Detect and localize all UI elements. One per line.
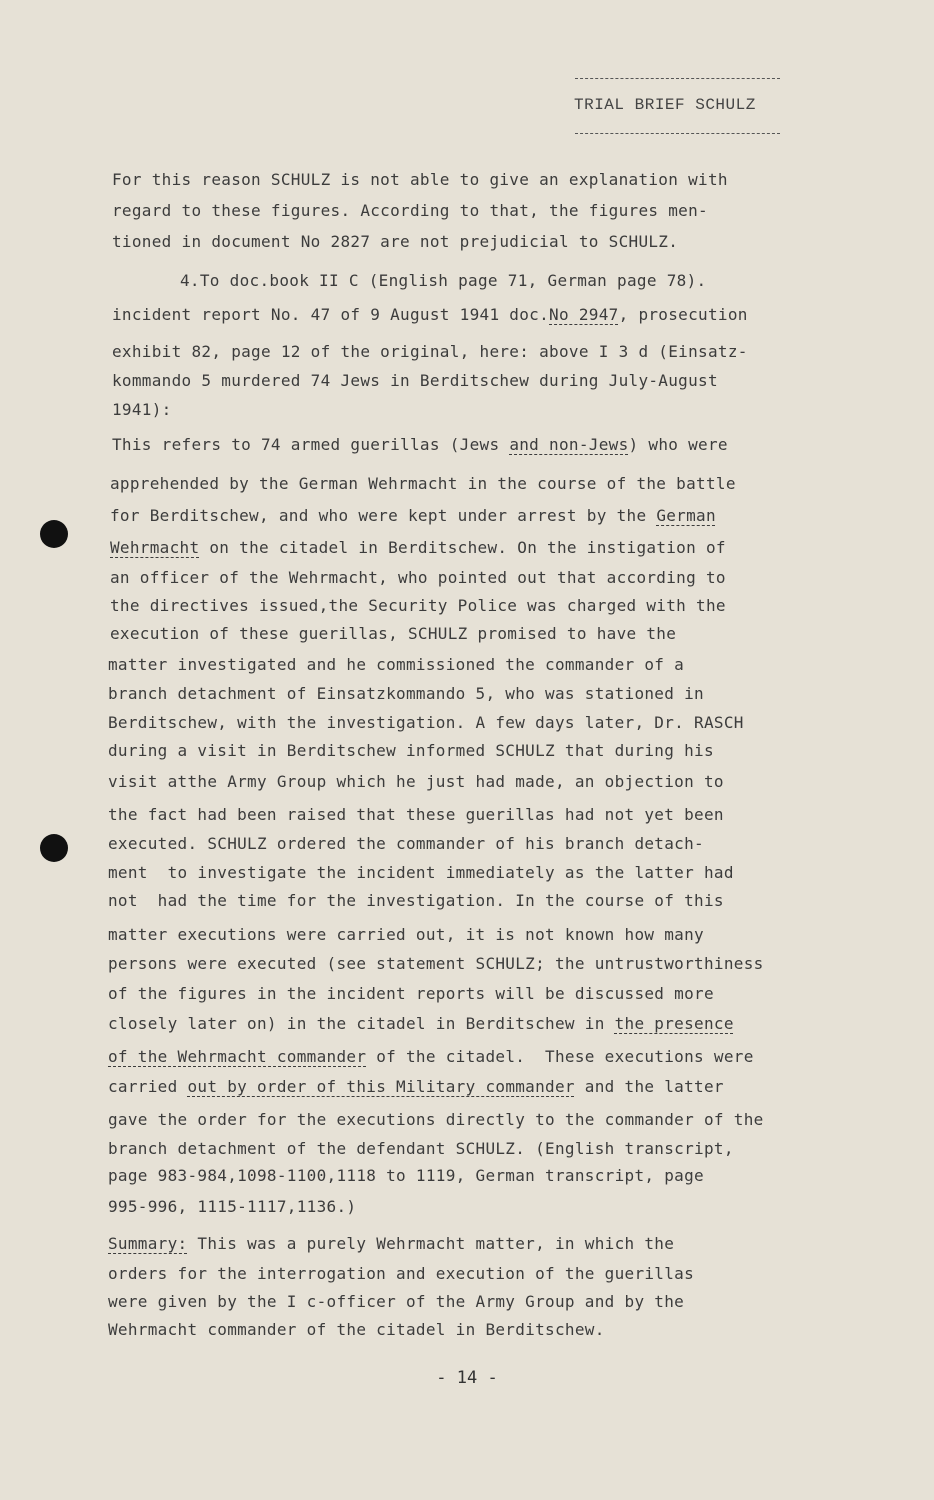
text-line: ment to investigate the incident immediately as the latter had xyxy=(108,863,734,882)
text-line: of the figures in the incident reports will be discussed more xyxy=(108,984,714,1003)
text-line: Wehrmacht commander of the citadel in Berditschew. xyxy=(108,1320,605,1339)
text-line: visit atthe Army Group which he just had made, an objection to xyxy=(108,772,724,791)
text-line: Berditschew, with the investigation. A few days later, Dr. RASCH xyxy=(108,713,744,732)
text-segment: ) who were xyxy=(628,435,728,454)
text-segment: carried xyxy=(108,1077,188,1096)
underlined-phrase: and non-Jews xyxy=(509,435,629,454)
text-line: regard to these figures. According to that, the figures men- xyxy=(112,201,708,220)
text-line: 1941): xyxy=(112,400,172,419)
text-line: during a visit in Berditschew informed SCHULZ that during his xyxy=(108,741,714,760)
text-line: For this reason SCHULZ is not able to give an explanation with xyxy=(112,170,728,189)
text-line: executed. SCHULZ ordered the commander of his branch detach- xyxy=(108,834,704,853)
page-number: - 14 - xyxy=(436,1368,498,1388)
header-rule-bottom xyxy=(575,133,780,134)
text-line: tioned in document No 2827 are not prejudicial to SCHULZ. xyxy=(112,232,679,251)
punch-hole-top xyxy=(40,520,68,548)
summary-line xyxy=(108,1234,674,1254)
text-line: persons were executed (see statement SCHULZ; the untrustworthiness xyxy=(108,954,764,973)
text-line: the fact had been raised that these guerillas had not yet been xyxy=(108,805,724,824)
text-line: gave the order for the executions directly to the commander of the xyxy=(108,1110,764,1129)
text-line: exhibit 82, page 12 of the original, here: above I 3 d (Einsatz- xyxy=(112,342,748,361)
text-line xyxy=(110,538,726,558)
text-line: matter executions were carried out, it is not known how many xyxy=(108,925,704,944)
text-line xyxy=(108,1014,734,1034)
text-segment: of the citadel. These executions were xyxy=(366,1047,754,1066)
text-line: 4.To doc.book II C (English page 71, German page 78). xyxy=(180,271,707,290)
text-line: the directives issued,the Security Police was charged with the xyxy=(110,596,726,615)
text-line: branch detachment of the defendant SCHULZ. (English transcript, xyxy=(108,1139,734,1158)
text-line: not had the time for the investigation. In the course of this xyxy=(108,891,724,910)
underlined-phrase: Wehrmacht xyxy=(110,538,200,557)
underlined-phrase: the presence xyxy=(614,1014,734,1033)
text-line xyxy=(110,506,716,526)
text-segment: incident report No. 47 of 9 August 1941 doc. xyxy=(112,305,550,324)
text-segment: and the latter xyxy=(574,1077,724,1096)
text-line: page 983-984,1098-1100,1118 to 1119, German transcript, page xyxy=(108,1166,704,1185)
text-line: apprehended by the German Wehrmacht in the course of the battle xyxy=(110,474,736,493)
text-segment: on the citadel in Berditschew. On the instigation of xyxy=(199,538,726,557)
underlined-phrase: out by order of this Military commander xyxy=(187,1077,575,1096)
page-header-title: TRIAL BRIEF SCHULZ xyxy=(574,96,756,114)
text-segment: closely later on) in the citadel in Berditschew in xyxy=(108,1014,615,1033)
text-segment: for Berditschew, and who were kept under arrest by the xyxy=(110,506,657,525)
punch-hole-bottom xyxy=(40,834,68,862)
text-segment: This refers to 74 armed guerillas (Jews xyxy=(112,435,510,454)
text-line xyxy=(108,1077,724,1097)
text-line: branch detachment of Einsatzkommando 5, who was stationed in xyxy=(108,684,704,703)
underlined-phrase: of the Wehrmacht commander xyxy=(108,1047,367,1066)
summary-label: Summary: xyxy=(108,1234,188,1253)
text-line: an officer of the Wehrmacht, who pointed out that according to xyxy=(110,568,726,587)
text-line: matter investigated and he commissioned the commander of a xyxy=(108,655,685,674)
text-line xyxy=(112,305,748,325)
text-line: orders for the interrogation and execution of the guerillas xyxy=(108,1264,695,1283)
text-line: 995-996, 1115-1117,1136.) xyxy=(108,1197,357,1216)
text-line xyxy=(112,435,728,455)
header-rule-top xyxy=(575,78,780,79)
text-line: kommando 5 murdered 74 Jews in Berditschew during July-August xyxy=(112,371,718,390)
text-line xyxy=(108,1047,754,1067)
text-segment: This was a purely Wehrmacht matter, in which the xyxy=(187,1234,675,1253)
underlined-doc-number: No 2947 xyxy=(549,305,619,324)
text-line: execution of these guerillas, SCHULZ promised to have the xyxy=(110,624,677,643)
underlined-phrase: German xyxy=(656,506,716,525)
text-segment: , prosecution xyxy=(618,305,748,324)
text-line: were given by the I c-officer of the Army Group and by the xyxy=(108,1292,685,1311)
